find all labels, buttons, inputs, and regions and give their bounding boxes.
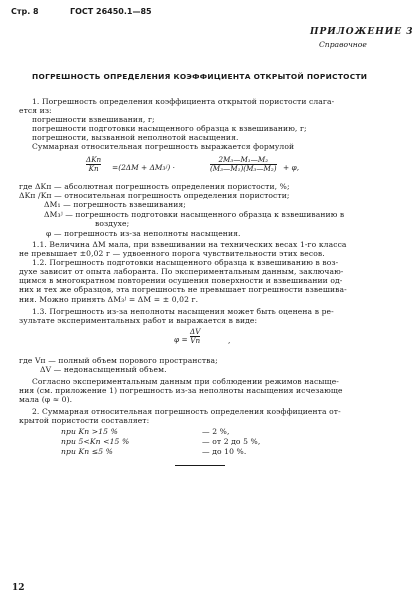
page-number: 12 — [12, 583, 25, 593]
range-3-value: — до 10 %. — [202, 447, 247, 456]
range-2-value: — от 2 до 5 %, — [202, 437, 261, 446]
where-3: ΔM₁ — погрешность взвешивания; — [44, 200, 186, 209]
formula-2-lhs: φ = — [174, 335, 188, 344]
formula-1-right-denominator: (M₃—M₁)(M₃—M₂) — [210, 164, 277, 173]
formula-2-denominator: Vп — [190, 336, 201, 345]
section-divider — [175, 465, 225, 466]
page-label: Стр. 8 — [11, 7, 39, 16]
p1-line-6: Суммарная относительная погрешность выражается формулой — [32, 142, 295, 151]
p12-line-3: щимся в многократном повторении осушения поверхности и взвешивании од- — [19, 276, 343, 285]
appendix-label: ПРИЛОЖЕНИЕ 3 — [310, 27, 414, 37]
formula-1-left-denominator: Kп — [88, 164, 99, 173]
formula-1-right-numerator: 2M₃—M₁—M₂ — [218, 155, 269, 164]
p12-line-2: духе зависит от опыта лаборанта. По экспериментальным данным, заключаю- — [19, 267, 344, 276]
range-1-condition: при Kп >15 % — [61, 427, 118, 436]
p12-line-1: 1.2. Погрешность подготовки насыщенного образца к взвешиванию в воз- — [32, 258, 339, 267]
range-2-condition: при 5<Kп <15 % — [61, 437, 130, 446]
formula-1-right-fraction — [210, 156, 277, 173]
where-4a: ΔM₃ʲ — погрешность подготовки насыщенного образца к взвешиванию в — [44, 210, 345, 219]
v-where-2: ΔV — недонасыщенный объем. — [40, 365, 167, 374]
p1-line-1: 1. Погрешность определения коэффициента открытой пористости слага- — [32, 97, 335, 106]
p2-line-1: 2. Суммарная относительная погрешность определения коэффициента от- — [32, 407, 341, 416]
p1-line-5: погрешности, вызванной неполнотой насыщения. — [32, 133, 239, 142]
formula-1-middle: =(2ΔM + ΔM₃ʲ) · — [112, 163, 175, 172]
p11-line-1: 1.1. Величина ΔM мала, при взвешивании на технических весах 1-го класса — [32, 240, 347, 249]
p14-line-2: ния (см. приложение 1) погрешность из-за неполноты насыщения исчезающе — [19, 386, 343, 395]
p1-line-2: ется из: — [19, 106, 52, 115]
range-1-value: — 2 %, — [202, 427, 230, 436]
p12-line-4: них и тех же образцов, эта погрешность не превышает погрешности взвешива- — [19, 285, 347, 294]
section-title: ПОГРЕШНОСТЬ ОПРЕДЕЛЕНИЯ КОЭФФИЦИЕНТА ОТКРЫТОЙ ПОРИСТОСТИ — [32, 72, 368, 81]
p12-line-5: ния. Можно принять ΔM₃ʲ = ΔM = ± 0,02 г. — [19, 295, 199, 304]
formula-2-numerator: ΔV — [190, 327, 201, 336]
p13-line-2: зультате экспериментальных работ и выражается в виде: — [19, 316, 258, 325]
range-3-condition: при Kп ≤5 % — [61, 447, 113, 456]
p14-line-3: мала (φ ≈ 0). — [19, 395, 73, 404]
formula-2-comma: , — [228, 336, 231, 345]
formula-2-fraction — [190, 328, 200, 345]
appendix-type: Справочное — [319, 40, 367, 49]
formula-1-left-fraction — [86, 156, 101, 173]
p13-line-1: 1.3. Погрешность из-за неполноты насыщения может быть оценена в ре- — [32, 307, 334, 316]
formula-1-left-numerator: ΔKп — [86, 155, 102, 164]
where-5: φ — погрешность из-за неполноты насыщения. — [46, 229, 241, 238]
p2-line-2: крытой пористости составляет: — [19, 416, 150, 425]
p1-line-3: погрешности взвешивания, г; — [32, 115, 155, 124]
standard-number: ГОСТ 26450.1—85 — [70, 7, 152, 16]
p14-line-1: Согласно экспериментальным данным при соблюдении режимов насыще- — [32, 377, 339, 386]
where-2: ΔKп /Kп — относительная погрешность определения пористости; — [19, 191, 290, 200]
formula-1-tail: + φ, — [283, 163, 300, 172]
v-where-1: где Vп — полный объем порового пространства; — [19, 356, 218, 365]
where-1: где ΔKп — абсолютная погрешность определения пористости, %; — [19, 182, 290, 191]
p11-line-2: не превышает ±0,02 г — удвоенного порога чувствительности этих весов. — [19, 249, 325, 258]
where-4b: воздухе; — [95, 219, 130, 228]
p1-line-4: погрешности подготовки насыщенного образца к взвешиванию, г; — [32, 124, 307, 133]
